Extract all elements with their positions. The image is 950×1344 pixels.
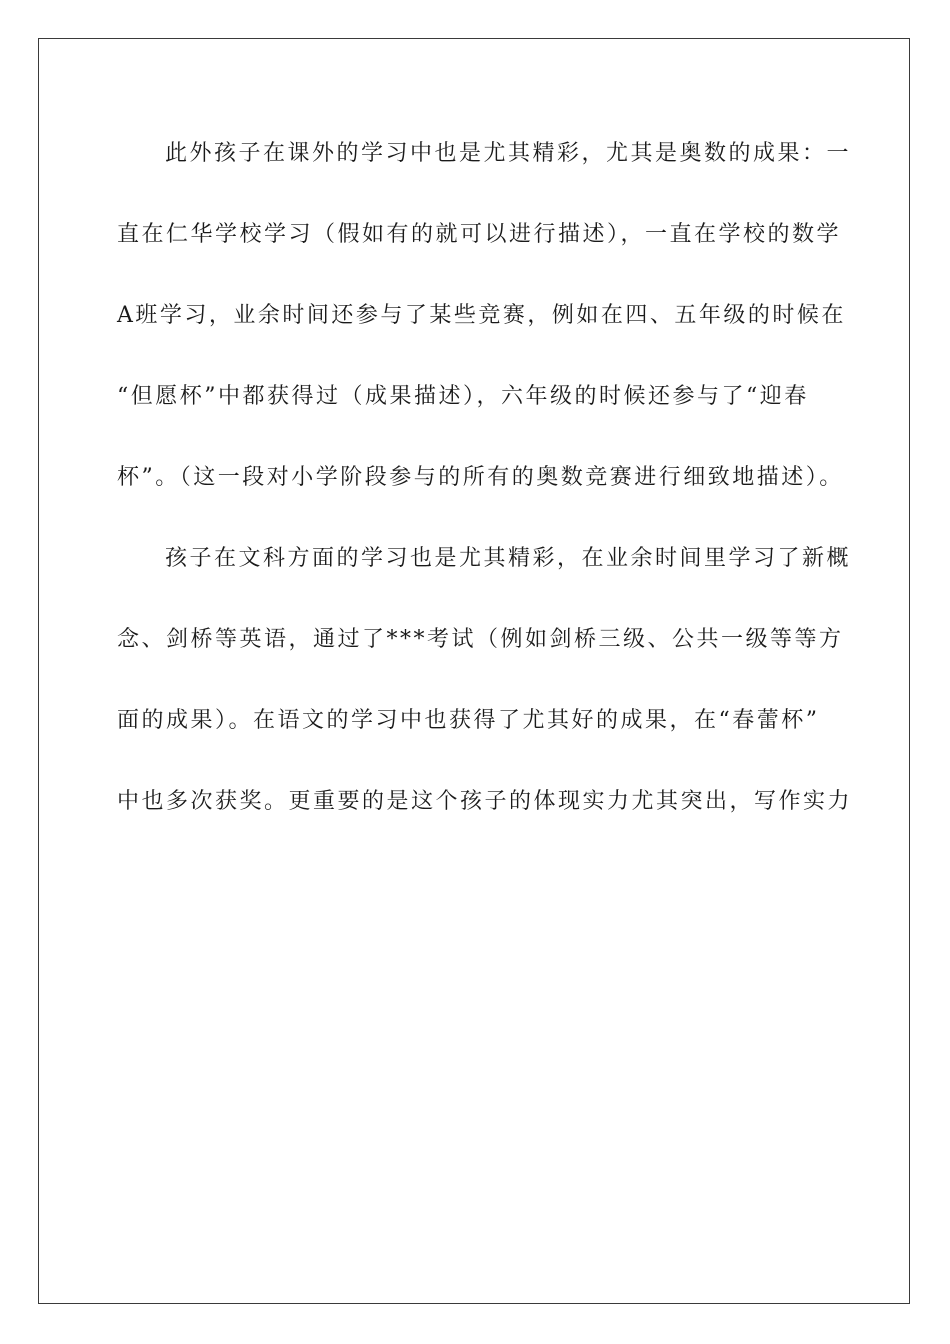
text-line: 念、剑桥等英语，通过了***考试（例如剑桥三级、公共一级等等方 (117, 627, 844, 652)
text-line: A班学习，业余时间还参与了某些竞赛，例如在四、五年级的时候在 (117, 303, 846, 328)
text-line: 中也多次获奖。更重要的是这个孩子的体现实力尤其突出，写作实力 (117, 789, 853, 814)
text-line: 此外孩子在课外的学习中也是尤其精彩，尤其是奥数的成果：一 (165, 141, 852, 166)
text-line: 面的成果）。在语文的学习中也获得了尤其好的成果，在“春蕾杯” (117, 708, 820, 733)
text-line: “但愿杯”中都获得过（成果描述），六年级的时候还参与了“迎春 (117, 384, 809, 409)
text-line: 杯”。（这一段对小学阶段参与的所有的奥数竞赛进行细致地描述）。 (117, 465, 844, 490)
text-line: 孩子在文科方面的学习也是尤其精彩，在业余时间里学习了新概 (165, 546, 852, 571)
text-line: 直在仁华学校学习（假如有的就可以进行描述），一直在学校的数学 (117, 222, 842, 247)
document-body (117, 124, 857, 853)
